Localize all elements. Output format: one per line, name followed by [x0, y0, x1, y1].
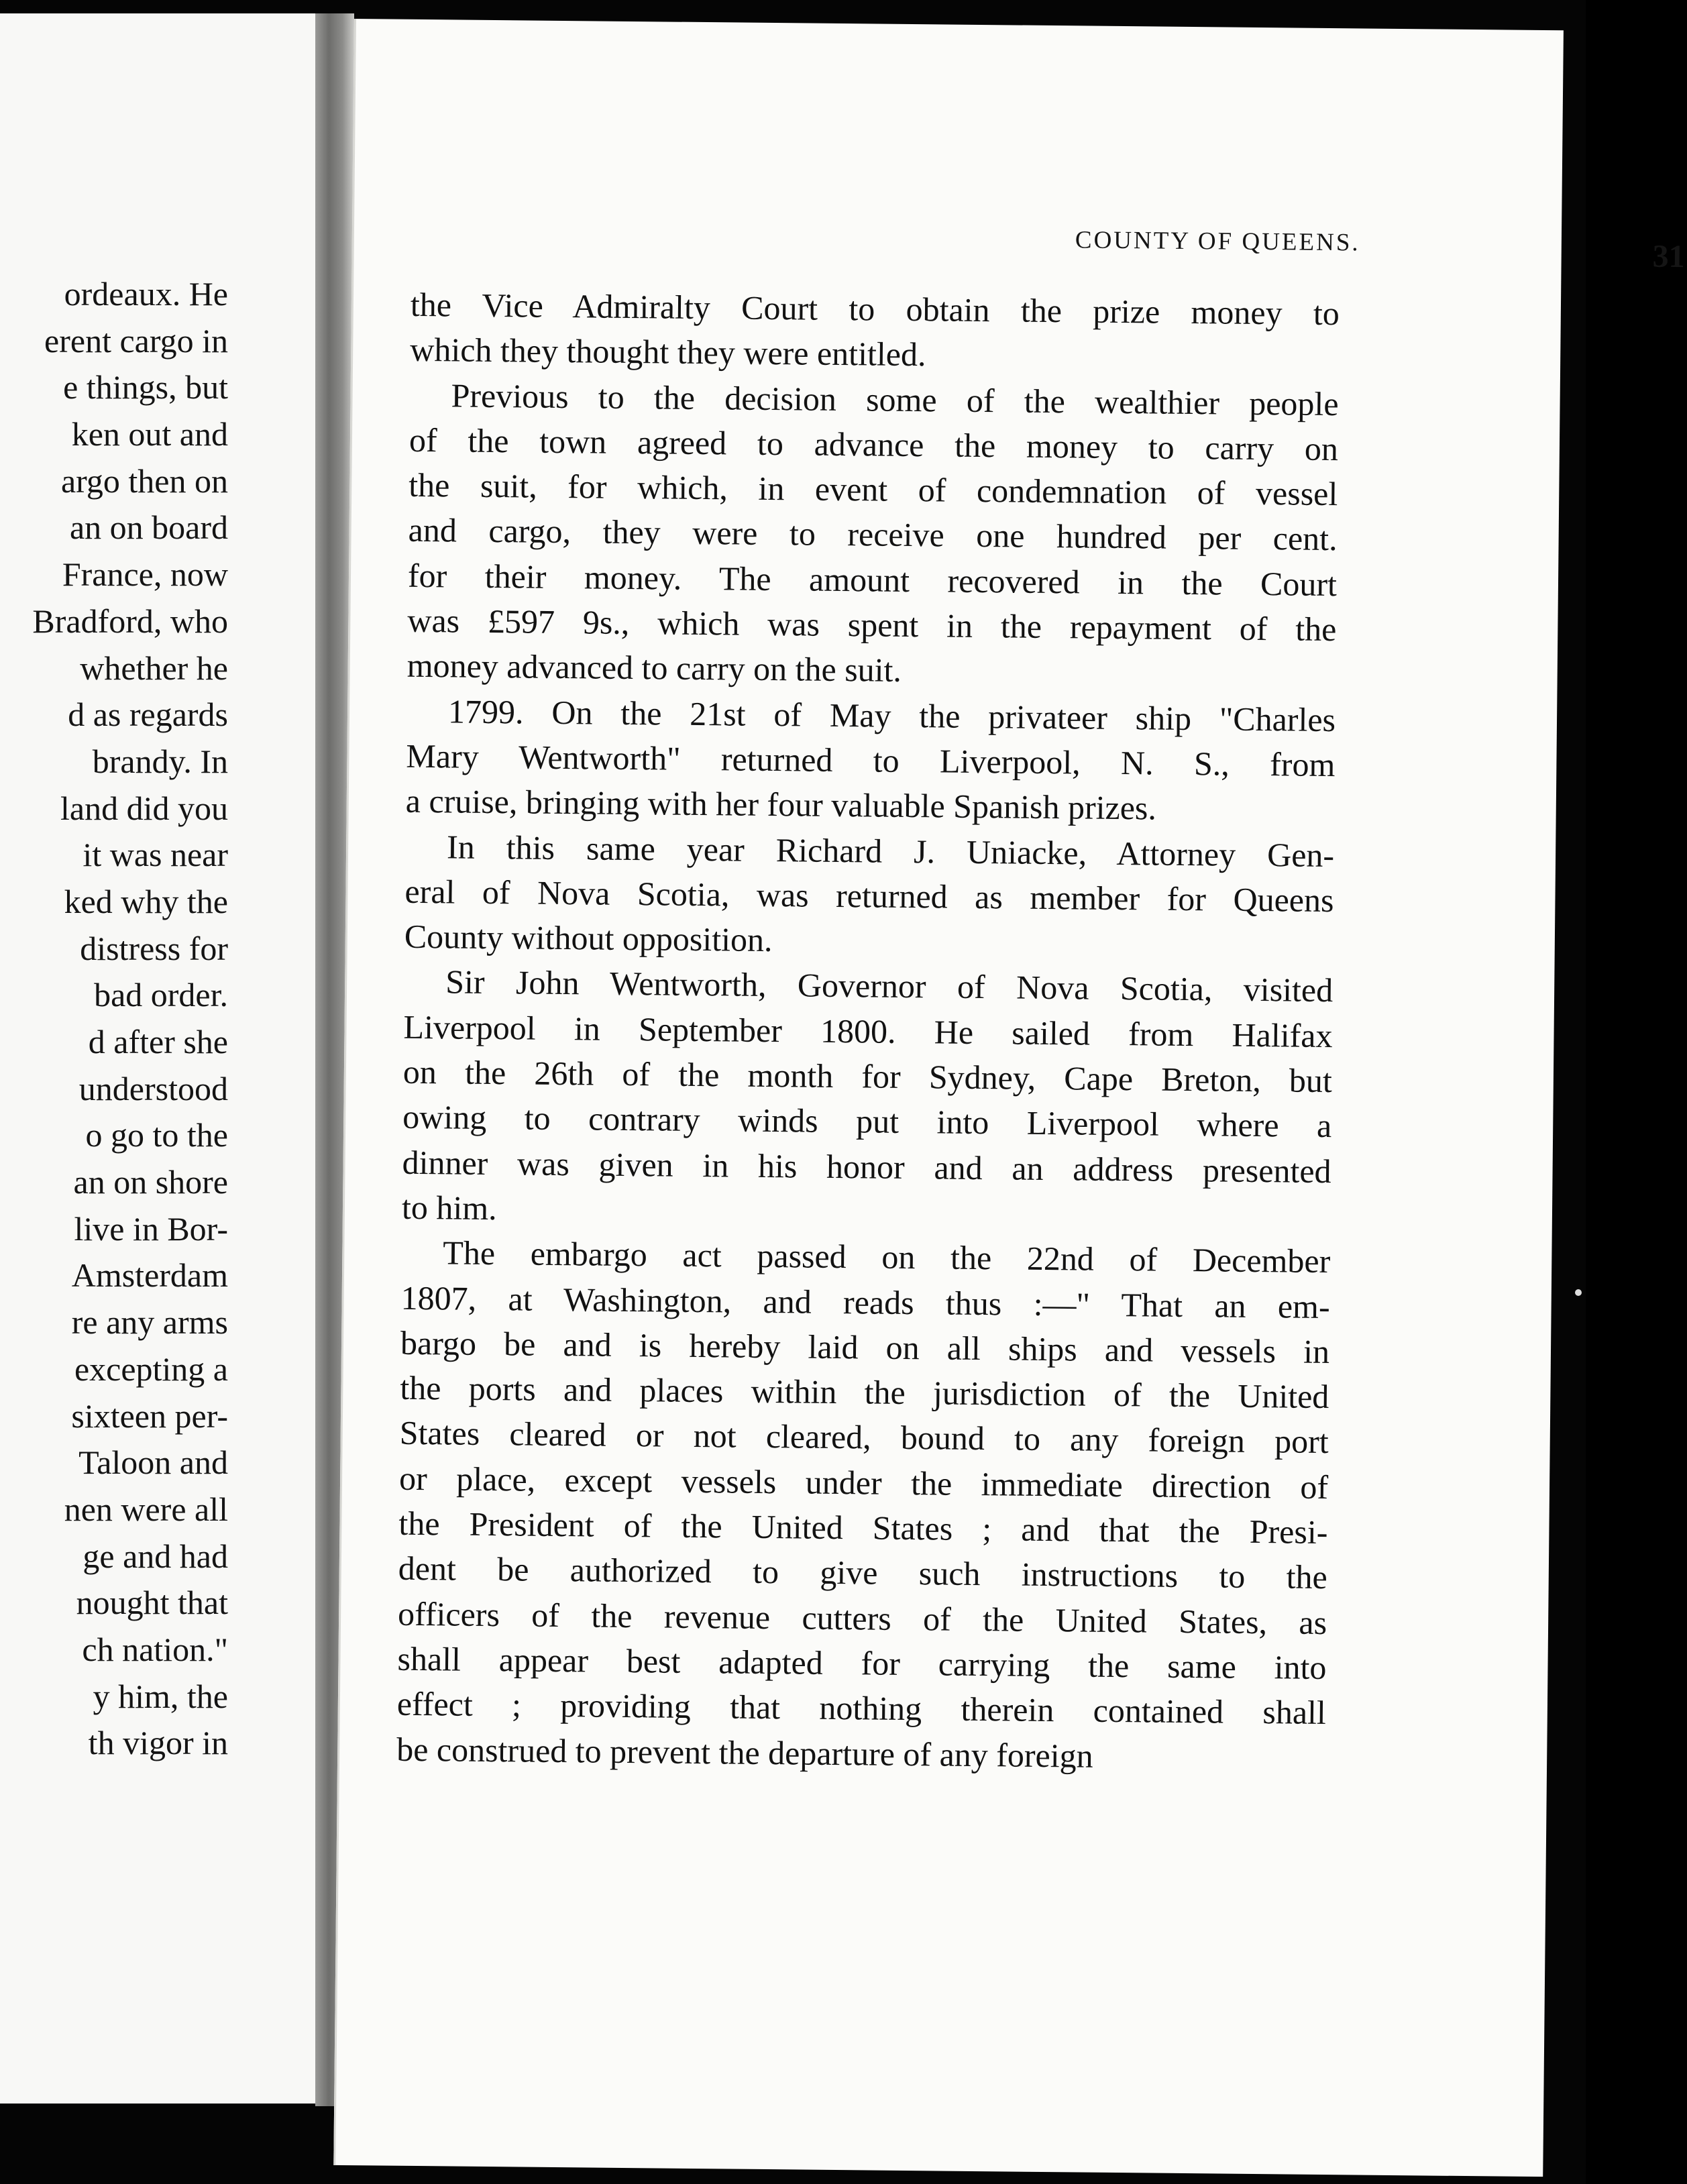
left-page-line: Amsterdam: [71, 1256, 228, 1295]
text-line: In this same year Richard J. Uniacke, Attorney Gen-: [446, 827, 1335, 874]
left-page-line: an on shore: [73, 1163, 228, 1201]
left-page-line: distress for: [80, 929, 228, 967]
running-title: COUNTY OF QUEENS.: [1075, 226, 1360, 257]
text-line: the suit, for which, in event of condemnation of vessel: [409, 466, 1338, 513]
scan-edge-mark: [1575, 1289, 1582, 1296]
text-line: owing to contrary winds put into Liverpool where a: [402, 1098, 1332, 1145]
text-line: money advanced to carry on the suit.: [406, 647, 902, 690]
text-line: the Vice Admiralty Court to obtain the prize money to: [410, 285, 1340, 333]
left-page-line: bad order.: [94, 976, 228, 1014]
text-line: for their money. The amount recovered in the Court: [407, 556, 1338, 603]
text-line: County without opposition.: [404, 917, 773, 959]
text-line: or place, except vessels under the immediate direction of: [398, 1459, 1329, 1506]
text-line: a cruise, bringing with her four valuable Spanish prizes.: [405, 782, 1157, 827]
left-page-line: nen were all: [64, 1490, 228, 1528]
left-page-line: argo then on: [60, 461, 228, 500]
left-page-line: ordeaux. He: [64, 275, 228, 313]
left-page-line: e things, but: [63, 368, 228, 406]
right-page: [333, 19, 1685, 2177]
left-page-line: sixteen per-: [71, 1397, 228, 1435]
text-line: bargo be and is hereby laid on all ships and vessels in: [400, 1323, 1330, 1370]
left-page-line: it was near: [83, 836, 228, 874]
paragraph: [405, 688, 1336, 832]
text-line: shall appear best adapted for carrying the same into: [397, 1639, 1327, 1686]
text-line: Mary Wentworth" returned to Liverpool, N. S., from: [406, 736, 1336, 784]
left-page-line: brandy. In: [92, 742, 228, 780]
text-line: officers of the revenue cutters of the United States, as: [397, 1594, 1327, 1641]
left-page-line: o go to the: [85, 1116, 228, 1154]
paragraph: [396, 1230, 1331, 1781]
text-line: of the town agreed to advance the money to carry on: [409, 421, 1339, 468]
text-line: was £597 9s., which was spent in the repayment of the: [407, 601, 1337, 649]
left-page-line: excepting a: [74, 1350, 228, 1388]
text-line: eral of Nova Scotia, was returned as member for Queens: [404, 872, 1334, 919]
left-page-line: ge and had: [83, 1537, 228, 1575]
left-page-line: d after she: [88, 1023, 228, 1060]
left-page-line: th vigor in: [88, 1724, 228, 1762]
left-page-line: d as regards: [68, 696, 228, 734]
left-page-line: land did you: [60, 789, 228, 827]
page-number: 31: [1652, 238, 1685, 275]
running-head: [722, 222, 1685, 275]
text-line: 1807, at Washington, and reads thus :—" That an em-: [400, 1278, 1330, 1325]
text-line: dent be authorized to give such instructions to the: [398, 1549, 1328, 1596]
left-page-line: erent cargo in: [44, 321, 228, 360]
text-line: be construed to prevent the departure of any foreign: [396, 1730, 1093, 1775]
text-line: the ports and places within the jurisdiction of the United: [400, 1368, 1329, 1416]
text-line: effect ; providing that nothing therein contained shall: [396, 1684, 1327, 1732]
text-line: dinner was given in his honor and an address presented: [402, 1143, 1331, 1190]
left-page-line: understood: [78, 1069, 228, 1107]
text-line: Sir John Wentworth, Governor of Nova Scotia, visited: [445, 963, 1334, 1009]
left-page-line: live in Bor-: [74, 1209, 228, 1248]
left-page-line: ked why the: [64, 882, 228, 920]
left-page-line: whether he: [80, 649, 228, 687]
text-line: which they thought they were entitled.: [410, 331, 926, 374]
left-page-line: ken out and: [71, 415, 228, 453]
body-text: [396, 282, 1340, 1781]
paragraph: [404, 824, 1335, 968]
left-page-line: nought that: [76, 1584, 228, 1622]
left-page-fragment: [0, 13, 321, 2104]
text-line: Previous to the decision some of the wealthier people: [451, 376, 1339, 423]
left-page-text: [0, 271, 228, 1767]
paragraph: [410, 282, 1340, 382]
left-page-line: y him, the: [93, 1677, 228, 1715]
paragraph: [406, 372, 1338, 697]
text-line: States cleared or not cleared, bound to any foreign port: [399, 1414, 1329, 1461]
text-line: The embargo act passed on the 22nd of December: [443, 1234, 1331, 1280]
text-line: and cargo, they were to receive one hundred per cent.: [408, 511, 1338, 558]
left-page-line: France, now: [62, 555, 228, 594]
left-page-line: Bradford, who: [32, 602, 228, 640]
text-line: 1799. On the 21st of May the privateer ship "Charles: [447, 692, 1336, 739]
left-page-line: an on board: [69, 508, 228, 547]
text-line: to him.: [401, 1188, 497, 1227]
paragraph: [402, 959, 1334, 1239]
text-line: Liverpool in September 1800. He sailed from Halifax: [403, 1007, 1333, 1054]
text-line: on the 26th of the month for Sydney, Cape Breton, but: [402, 1052, 1333, 1100]
left-page-line: re any arms: [71, 1303, 228, 1342]
text-line: the President of the United States ; and that the Presi-: [398, 1504, 1328, 1551]
left-page-line: ch nation.": [82, 1630, 228, 1668]
left-page-line: Taloon and: [78, 1443, 228, 1482]
